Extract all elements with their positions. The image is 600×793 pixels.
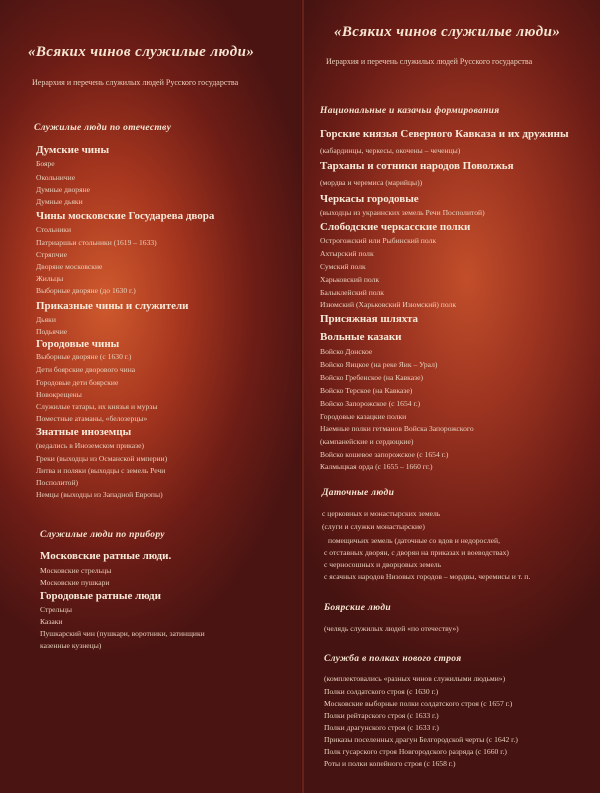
list-item: Дворяне московские [36,262,103,271]
group-heading: Думские чины [36,144,110,156]
section-heading: Национальные и казачьи формирования [320,106,500,116]
list-item: Дьяки [36,315,56,324]
list-item: Войско Донское [320,347,373,356]
group-heading: Чины московские Государева двора [36,210,215,222]
list-item: Бояре [36,159,55,168]
list-item: помещичьих земель (даточные со вдов и недорослей, [328,536,501,545]
list-item: (кабардинцы, черкесы, окочены – чеченцы) [320,146,461,155]
panel-title: «Всяких чинов служилые люди» [334,24,561,40]
list-item: Ахтырский полк [320,249,374,258]
list-item: Московские стрельцы [40,566,112,575]
list-item: Роты и полки копейного строя (с 1658 г.) [324,759,456,768]
list-item: Московские выборные полки солдатского строя (с 1657 г.) [324,699,513,708]
list-item: Войско Яицкое (на реке Яик – Урал) [320,360,438,369]
list-item: Посполитой) [36,478,79,487]
list-item: Харьковский полк [320,275,380,284]
list-item: Полки рейтарского строя (с 1633 г.) [324,711,439,720]
list-item: Войско Запорожское (с 1654 г.) [320,399,421,408]
list-item: с отставных дворян, с дворян на приказах и воеводствах) [324,548,509,557]
group-heading: Вольные казаки [320,331,402,343]
group-heading: Приказные чины и служители [36,300,189,312]
list-item: Казаки [40,617,63,626]
list-item: Московские пушкари [40,578,110,587]
section-heading: Боярские люди [324,603,391,613]
list-item: Войско Гребенское (на Кавказе) [320,373,424,382]
panel-title: «Всяких чинов служилые люди» [28,44,255,60]
list-item: Изюмский (Харьковский Изюмский) полк [320,300,457,309]
list-item: Городовые казацкие полки [320,412,407,421]
list-item: (кампанейские и сердюцкие) [320,437,414,446]
list-item: Острогожский или Рыбинский полк [320,236,437,245]
list-item: Жильцы [36,274,64,283]
list-item: Греки (выходцы из Османской империи) [36,454,168,463]
group-heading: Присяжная шляхта [320,313,419,325]
list-item: Полки солдатского строя (с 1630 г.) [324,687,439,696]
list-item: Сумский полк [320,262,366,271]
list-item: Подьячие [36,327,68,336]
list-item: Калмыцкая орда (с 1655 – 1660 гг.) [320,462,433,471]
list-item: Поместные атаманы, «белозерцы» [36,414,148,423]
panel-subtitle: Иерархия и перечень служилых людей Русского государства [326,57,533,66]
list-item: Дети боярские дворового чина [36,365,136,374]
right-panel [304,0,600,793]
list-item: Балыклейский полк [320,288,384,297]
list-item: Выборные дворяне (с 1630 г.) [36,352,132,361]
list-item: Приказы поселенных драгун Белгородской черты (с 1642 г.) [324,735,518,744]
list-item: Служилые татары, их князья и мурзы [36,402,158,411]
list-item: Думные дворяне [36,185,91,194]
group-heading: Московские ратные люди. [40,550,172,562]
list-item: Окольничие [36,173,76,182]
list-item: Пушкарский чин (пушкари, воротники, затинщики [40,629,205,638]
group-heading: Горские князья Северного Кавказа и их дружины [320,128,569,140]
list-item: Полк гусарского строя Новгородского разряда (с 1660 г.) [324,747,507,756]
group-heading: Городовые чины [36,338,120,350]
list-item: с церковных и монастырских земель [322,509,441,518]
list-item: с ясачных народов Низовых городов – мордвы, черемисы и т. п. [324,572,531,581]
list-item: с черносошных и дворцовых земель [324,560,442,569]
list-item: (комплектовались «разных чинов служилыми людьми») [324,674,506,683]
list-item: Немцы (выходцы из Западной Европы) [36,490,163,499]
group-heading: Черкасы городовые [320,193,419,205]
list-item: Полки драгунского строя (с 1633 г.) [324,723,439,732]
list-item: Стрельцы [40,605,72,614]
list-item: Войско Терское (на Кавказе) [320,386,413,395]
list-item: Выборные дворяне (до 1630 г.) [36,286,136,295]
group-heading: Тарханы и сотники народов Поволжья [320,160,514,172]
list-item: Городовые дети боярские [36,378,119,387]
list-item: Наемные полки гетманов Войска Запорожского [320,424,474,433]
list-item: Стольники [36,225,72,234]
list-item: (слуги и служки монастырские) [322,522,425,531]
list-item: Литва и поляки (выходцы с земель Речи [36,466,166,475]
section-heading: Служба в полках нового строя [324,654,462,664]
list-item: казенные кузнецы) [40,641,102,650]
list-item: (мордва и черемиса (марийцы)) [320,178,423,187]
group-heading: Знатные иноземцы [36,426,132,438]
list-item: Войско кошевое запорожское (с 1654 г.) [320,450,449,459]
section-heading: Служилые люди по отечеству [34,123,172,133]
list-item: (ведались в Иноземском приказе) [36,441,145,450]
list-item: Стряпчие [36,250,67,259]
group-heading: Слободские черкасские полки [320,221,471,233]
panel-subtitle: Иерархия и перечень служилых людей Русского государства [32,78,239,87]
section-heading: Служилые люди по прибору [40,530,165,540]
list-item: (челядь служилых людей «по отечеству») [324,624,459,633]
group-heading: Городовые ратные люди [40,590,161,602]
list-item: Патриаршьи стольники (1619 – 1633) [36,238,157,247]
list-item: Новокрещены [36,390,82,399]
section-heading: Даточные люди [322,488,395,498]
list-item: (выходцы из украинских земель Речи Посполитой) [320,208,485,217]
list-item: Думные дьяки [36,197,83,206]
